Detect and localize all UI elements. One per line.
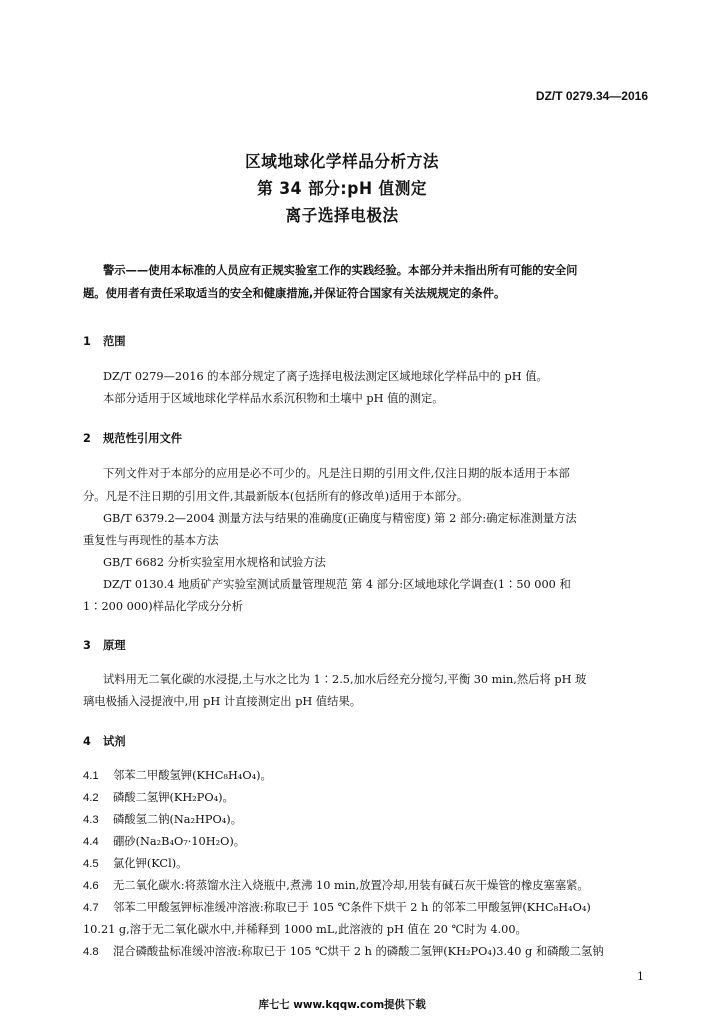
- reagent-item: [83, 789, 234, 805]
- reagent-number: 4.3: [83, 814, 99, 826]
- document-subtitle-method: 离子选择电极法: [285, 206, 399, 225]
- reagent-number: 4.8: [83, 946, 99, 958]
- principle-line-2: 璃电极插入浸提液中,用 pH 计直接测定出 pH 值结果。: [83, 695, 362, 708]
- reagent-number: 4.2: [83, 792, 99, 804]
- scope-paragraph-1: DZ/T 0279—2016 的本部分规定了离子选择电极法测定区域地球化学样品中的 pH 值。: [103, 370, 548, 383]
- document-subtitle-part: 第 34 部分:pH 值测定: [257, 179, 428, 198]
- scope-paragraph-2: 本部分适用于区域地球化学样品水系沉积物和土壤中 pH 值的测定。: [103, 392, 444, 405]
- reagent-number: 4.7: [83, 902, 99, 914]
- reagent-text: 磷酸二氢钾(KH₂PO₄)。: [113, 791, 234, 804]
- reference-gbt6379-line-2: 重复性与再现性的基本方法: [83, 534, 219, 547]
- reagent-text: 磷酸氢二钠(Na₂HPO₄)。: [113, 813, 242, 826]
- section-title: 规范性引用文件: [103, 432, 183, 445]
- principle-line-1: 试料用无二氧化碳的水浸提,土与水之比为 1∶2.5,加水后经充分搅匀,平衡 30 min,然后将 pH 玻: [103, 673, 587, 686]
- reagent-item: [83, 855, 187, 871]
- section-title: 原理: [103, 639, 126, 652]
- reagent-item: [83, 943, 604, 959]
- document-title: 区域地球化学样品分析方法: [245, 152, 440, 171]
- standard-code: DZ/T 0279.34—2016: [535, 89, 648, 103]
- section-title: 范围: [103, 335, 126, 348]
- warning-line-1: 警示——使用本标准的人员应有正规实验室工作的实践经验。本部分并未指出所有可能的安全问: [103, 264, 578, 277]
- reagent-text: 混合磷酸盐标准缓冲溶液:称取已于 105 ℃烘干 2 h 的磷酸二氢钾(KH₂PO₄)3.40 g 和磷酸二氢钠: [113, 945, 604, 958]
- section-title: 试剂: [103, 735, 126, 748]
- section-number: 3: [83, 639, 91, 652]
- reference-gbt6682: GB/T 6682 分析实验室用水规格和试验方法: [103, 556, 326, 569]
- reagent-text: 无二氧化碳水:将蒸馏水注入烧瓶中,煮沸 10 min,放置冷却,用装有碱石灰干燥管的橡皮塞塞紧。: [113, 879, 589, 892]
- section-heading-principle: [83, 637, 126, 653]
- reagent-item: [83, 877, 589, 893]
- reagent-text: 邻苯二甲酸氢钾(KHC₈H₄O₄)。: [113, 769, 272, 782]
- reagent-item-continuation: 10.21 g,溶于无二氧化碳水中,并稀释到 1000 mL,此溶液的 pH 值在 20 ℃时为 4.00。: [83, 923, 527, 936]
- reference-dzt0130-line-1: DZ/T 0130.4 地质矿产实验室测试质量管理规范 第 4 部分:区域地球化学调查(1∶50 000 和: [103, 578, 571, 591]
- section-heading-reagents: [83, 733, 126, 749]
- normative-intro-line-1: 下列文件对于本部分的应用是必不可少的。凡是注日期的引用文件,仅注日期的版本适用于本部: [103, 467, 570, 480]
- section-number: 4: [83, 735, 91, 748]
- reference-dzt0130-line-2: 1∶200 000)样品化学成分分析: [83, 600, 243, 613]
- reagent-number: 4.1: [83, 770, 99, 782]
- reagent-item: [83, 811, 242, 827]
- reagent-number: 4.4: [83, 836, 99, 848]
- reference-gbt6379-line-1: GB/T 6379.2—2004 测量方法与结果的准确度(正确度与精密度) 第 2 部分:确定标准测量方法: [103, 512, 577, 525]
- reagent-item: [83, 833, 245, 849]
- section-heading-normative: [83, 430, 182, 446]
- page-number: 1: [637, 970, 644, 983]
- footer-download-note: 库七七 www.kqqw.com提供下载: [258, 998, 426, 1011]
- section-heading-scope: [83, 333, 126, 349]
- reagent-item: [83, 899, 591, 915]
- reagent-text: 邻苯二甲酸氢钾标准缓冲溶液:称取已于 105 ℃条件下烘干 2 h 的邻苯二甲酸氢钾(KHC₈H₄O₄): [113, 901, 591, 914]
- reagent-item: [83, 767, 272, 783]
- reagent-text: 硼砂(Na₂B₄O₇·10H₂O)。: [113, 835, 246, 848]
- reagent-text: 氯化钾(KCl)。: [113, 857, 188, 870]
- normative-intro-line-2: 分。凡是不注日期的引用文件,其最新版本(包括所有的修改单)适用于本部分。: [83, 490, 469, 503]
- warning-line-2: 题。使用者有责任采取适当的安全和健康措施,并保证符合国家有关法规规定的条件。: [83, 287, 506, 300]
- section-number: 1: [83, 335, 91, 348]
- reagent-number: 4.5: [83, 858, 99, 870]
- reagent-number: 4.6: [83, 880, 99, 892]
- section-number: 2: [83, 432, 91, 445]
